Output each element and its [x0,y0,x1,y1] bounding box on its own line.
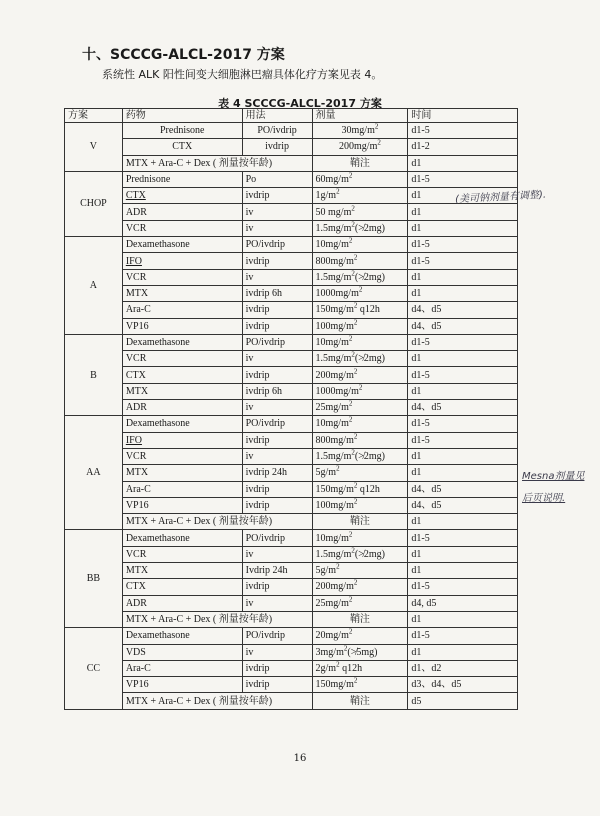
time-cell: d1 [408,220,518,236]
usage-cell: Po [242,171,312,187]
dose-cell [312,628,408,644]
table-row [65,644,518,660]
usage-cell: iv [242,448,312,464]
intrathecal-drug-cell: MTX + Ara-C + Dex ( 剂量按年龄) [122,155,312,171]
dose-unit-power: 2 [351,269,355,278]
table-row [65,546,518,562]
time-cell: d4、d5 [408,497,518,513]
dose-cell [312,530,408,546]
drug-cell: CTX [122,367,242,383]
dose-cell [312,285,408,301]
dose-cell [312,123,408,139]
time-cell: d3、d4、d5 [408,677,518,693]
dose-cell [312,237,408,253]
dose-frequency: q12h [357,483,380,495]
table-caption: 表 4 SCCCG-ALCL-2017 方案 [218,97,382,110]
handwritten-note-line: Mesna剂量见 [522,471,585,482]
table-row [65,123,518,139]
drug-cell: Dexamethasone [122,530,242,546]
dose-cell [312,546,408,562]
dose-limit: (≯2mg) [354,222,385,234]
dose-cell [312,383,408,399]
dose-cell [312,302,408,318]
group-AA [65,416,518,530]
drug-cell: ADR [122,400,242,416]
drug-cell: Dexamethasone [122,334,242,350]
time-cell: d1 [408,383,518,399]
dose-cell [312,448,408,464]
dose-value: 1.5mg/m [315,222,352,234]
dose-value: 1g/m [315,190,337,202]
scheme-cell: CC [65,628,123,709]
group-BB [65,530,518,628]
dose-cell [312,334,408,350]
drug-name: CTX [125,190,146,202]
dose-cell [312,318,408,334]
table-row-intrathecal [65,611,518,627]
time-cell: d1 [408,204,518,220]
dose-unit-power: 2 [358,383,363,392]
drug-cell: VP16 [122,497,242,513]
time-cell: d1、d2 [408,660,518,676]
table-row [65,416,518,432]
header-time: 时间 [408,109,518,123]
page-number: 16 [293,753,307,764]
dose-value: 1.5mg/m [315,548,352,560]
table-row [65,204,518,220]
table-row [65,465,518,481]
dose-cell [312,416,408,432]
scheme-cell: B [65,334,123,415]
time-cell: d1 [408,611,518,627]
dose-limit: (≯5mg) [347,646,378,658]
dose-limit: (≯2mg) [354,548,385,560]
time-cell: d4, d5 [408,595,518,611]
dose-cell [312,367,408,383]
drug-cell: Ara-C [122,481,242,497]
time-cell: d4、d5 [408,318,518,334]
dose-unit-power: 2 [343,644,348,653]
dose-value: 3mg/m [315,646,344,658]
header-drug: 药物 [122,109,242,123]
dose-cell [312,497,408,513]
usage-cell: PO/ivdrip [242,334,312,350]
dose-unit-power: 2 [353,481,358,490]
intro-text: 系统性 ALK 阳性间变大细胞淋巴瘤具体化疗方案见表 4。 [102,68,383,81]
usage-cell: iv [242,269,312,285]
dose-unit-power: 2 [353,253,358,262]
table-row [65,139,518,155]
scheme-cell: BB [65,530,123,628]
drug-cell: VDS [122,644,242,660]
dose-value: 1000mg/m [315,288,359,300]
table-row [65,432,518,448]
usage-cell: iv [242,644,312,660]
dose-value: 10mg/m [315,532,349,544]
table-row [65,400,518,416]
drug-cell: VP16 [122,318,242,334]
time-cell: d1 [408,448,518,464]
drug-cell: ADR [122,204,242,220]
dose-unit-power: 2 [353,367,358,376]
drug-cell: CTX [122,139,242,155]
dose-cell [312,432,408,448]
time-cell: d1 [408,563,518,579]
dose-cell [312,579,408,595]
dose-value: 2g/m [315,662,337,674]
usage-cell: iv [242,595,312,611]
usage-cell: ivdrip [242,302,312,318]
regimen-table [64,108,518,710]
dose-cell [312,139,408,155]
usage-cell: PO/ivdrip [242,628,312,644]
dose-unit-power: 2 [348,334,353,343]
dose-value: 1.5mg/m [315,271,352,283]
dose-unit-power: 2 [348,595,353,604]
dose-unit-power: 2 [348,628,353,637]
table-row [65,237,518,253]
time-cell: d1-5 [408,628,518,644]
drug-name: IFO [125,434,142,446]
dose-cell [312,481,408,497]
drug-cell: VCR [122,220,242,236]
dose-unit-power: 2 [348,530,353,539]
usage-cell: iv [242,400,312,416]
dose-unit-power: 2 [358,285,363,294]
scheme-cell: AA [65,416,123,530]
drug-cell: Ara-C [122,302,242,318]
usage-cell: ivdrip [242,318,312,334]
usage-cell: ivdrip [242,481,312,497]
table-row [65,285,518,301]
table-row [65,595,518,611]
dose-cell [312,644,408,660]
handwritten-note-ctx: (美司钠剂量有调整). [454,189,547,206]
dose-value: 60mg/m [315,174,349,186]
dose-unit-power: 2 [336,562,340,571]
dose-value: 200mg/m [339,141,378,153]
scheme-cell: CHOP [65,171,123,236]
table-row [65,220,518,236]
usage-cell: ivdrip 6h [242,285,312,301]
dose-value: 800mg/m [315,434,354,446]
dose-value: 150mg/m [315,679,354,691]
scheme-cell: A [65,237,123,335]
header-usage: 用法 [242,109,312,123]
table-row [65,628,518,644]
drug-cell: VCR [122,546,242,562]
dose-value: 30mg/m [341,125,375,137]
table-row [65,481,518,497]
dose-value: 100mg/m [315,320,354,332]
dose-unit-power: 2 [353,497,358,506]
usage-cell: PO/ivdrip [242,530,312,546]
table-row [65,660,518,676]
dose-unit-power: 2 [348,399,353,408]
dose-value: 25mg/m [315,402,349,414]
dose-value: 10mg/m [315,337,349,348]
dose-unit-power: 2 [374,122,379,131]
section-heading: 十、SCCCG-ALCL-2017 方案 [82,47,285,63]
usage-cell: ivdrip [242,579,312,595]
time-cell: d1-5 [408,237,518,253]
drug-name: IFO [125,255,142,267]
intrathecal-drug-cell: MTX + Ara-C + Dex ( 剂量按年龄) [122,514,312,530]
dose-unit-power: 2 [353,432,358,441]
dose-frequency: q12h [339,662,363,674]
drug-cell: Ara-C [122,660,242,676]
usage-cell: Ivdrip 24h [242,563,312,579]
time-cell: d1-5 [408,334,518,350]
group-V [65,123,518,172]
dose-unit-power: 2 [348,171,353,180]
time-cell: d1-2 [408,139,518,155]
dose-frequency: q12h [357,304,380,316]
time-cell: d1 [408,514,518,530]
intrathecal-drug-cell: MTX + Ara-C + Dex ( 剂量按年龄) [122,693,312,709]
dose-unit-power: 2 [348,416,353,425]
drug-cell [122,432,242,448]
table-row [65,579,518,595]
usage-cell: iv [242,351,312,367]
dose-value: 25mg/m [315,597,349,609]
dose-cell [312,188,408,204]
time-cell: d1 [408,465,518,481]
drug-cell [122,188,242,204]
time-cell: d1 [408,188,518,204]
time-cell: d1-5 [408,579,518,595]
time-cell: d1-5 [408,530,518,546]
dose-unit-power: 2 [353,579,358,588]
drug-cell: ADR [122,595,242,611]
drug-cell [122,253,242,269]
table-row [65,383,518,399]
time-cell: d1 [408,155,518,171]
drug-cell: Dexamethasone [122,416,242,432]
table-row [65,448,518,464]
group-A [65,237,518,335]
table-row [65,563,518,579]
handwritten-note-mesna [522,466,592,510]
scheme-cell: V [65,123,123,172]
intrathecal-drug-cell: MTX + Ara-C + Dex ( 剂量按年龄) [122,611,312,627]
usage-cell: ivdrip [242,497,312,513]
usage-cell: ivdrip [242,253,312,269]
group-CHOP [65,171,518,236]
drug-cell: MTX [122,285,242,301]
dose-cell [312,171,408,187]
time-cell: d1 [408,546,518,562]
usage-cell: iv [242,546,312,562]
time-cell: d1-5 [408,432,518,448]
dose-cell [312,660,408,676]
usage-cell: ivdrip 6h [242,383,312,399]
dose-unit-power: 2 [351,220,355,229]
usage-cell: PO/ivdrip [242,416,312,432]
table-row-intrathecal [65,514,518,530]
time-cell: d4、d5 [408,400,518,416]
drug-cell: Dexamethasone [122,628,242,644]
time-cell: d1-5 [408,416,518,432]
dose-unit-power: 2 [336,188,340,196]
dose-value: 10mg/m [315,239,349,251]
usage-cell: ivdrip [242,139,312,155]
dose-value: 20mg/m [315,630,349,642]
dose-unit-power: 2 [351,350,355,359]
table-row [65,302,518,318]
dose-cell [312,269,408,285]
time-cell: d1-5 [408,367,518,383]
time-cell: d1 [408,285,518,301]
dose-cell [312,595,408,611]
drug-cell: MTX [122,465,242,481]
table-header-row [65,109,518,123]
usage-cell: ivdrip [242,188,312,204]
drug-cell: MTX [122,383,242,399]
dose-cell [312,204,408,220]
dose-cell [312,400,408,416]
time-cell: d5 [408,693,518,709]
table-row-intrathecal [65,155,518,171]
time-cell: d1 [408,644,518,660]
dose-cell [312,351,408,367]
drug-cell: Prednisone [122,171,242,187]
drug-cell: CTX [122,579,242,595]
time-cell: d4、d5 [408,481,518,497]
dose-value: 200mg/m [315,369,354,381]
usage-cell: ivdrip [242,660,312,676]
table-row [65,188,518,204]
dose-value: 100mg/m [315,499,354,511]
dose-cell [312,465,408,481]
table-row [65,351,518,367]
table-row [65,318,518,334]
dose-cell [312,253,408,269]
dose-limit: (≯2mg) [354,353,385,365]
dose-unit-power: 2 [336,660,340,669]
usage-cell: iv [242,220,312,236]
dose-unit-power: 2 [353,302,358,311]
drug-cell: Prednisone [122,123,242,139]
usage-cell: ivdrip [242,677,312,693]
intrathecal-usage-cell: 鞘注 [312,514,408,530]
dose-cell [312,677,408,693]
intrathecal-usage-cell: 鞘注 [312,693,408,709]
time-cell: d1 [408,351,518,367]
dose-value: 5g/m [315,467,337,479]
table-row [65,530,518,546]
dose-value: 50 mg/m [315,206,352,218]
dose-value: 1.5mg/m [315,451,352,463]
dose-value: 800mg/m [315,255,354,267]
handwritten-note-line: 后页说明. [522,493,566,504]
usage-cell: ivdrip 24h [242,465,312,481]
drug-cell: Dexamethasone [122,237,242,253]
dose-limit: (≯2mg) [354,451,385,463]
dose-unit-power: 2 [353,676,358,685]
dose-unit-power: 2 [377,139,381,148]
intrathecal-usage-cell: 鞘注 [312,611,408,627]
dose-value: 10mg/m [315,418,349,430]
time-cell: d1-5 [408,253,518,269]
dose-unit-power: 2 [351,448,355,457]
drug-cell: MTX [122,563,242,579]
dose-value: 150mg/m [315,483,354,495]
dose-unit-power: 2 [353,318,358,327]
dose-value: 1000mg/m [315,385,359,397]
dose-unit-power: 2 [336,465,340,474]
dose-limit: (≯2mg) [354,271,385,283]
drug-cell: VCR [122,351,242,367]
usage-cell: ivdrip [242,432,312,448]
time-cell: d4、d5 [408,302,518,318]
usage-cell: PO/ivdrip [242,237,312,253]
dose-cell [312,220,408,236]
intrathecal-usage-cell: 鞘注 [312,155,408,171]
table-row [65,269,518,285]
dose-value: 150mg/m [315,304,354,316]
time-cell: d1 [408,269,518,285]
header-scheme: 方案 [65,109,123,123]
time-cell: d1-5 [408,171,518,187]
header-dose: 剂量 [312,109,408,123]
drug-cell: VCR [122,269,242,285]
group-CC [65,628,518,709]
table-row [65,677,518,693]
dose-unit-power: 2 [351,204,355,213]
drug-cell: VP16 [122,677,242,693]
dose-value: 1.5mg/m [315,353,352,365]
group-B [65,334,518,415]
dose-value: 5g/m [315,565,337,577]
drug-cell: VCR [122,448,242,464]
table-row [65,253,518,269]
table-row [65,367,518,383]
dose-value: 200mg/m [315,581,354,593]
table-row [65,497,518,513]
table-row-intrathecal [65,693,518,709]
time-cell: d1-5 [408,123,518,139]
dose-unit-power: 2 [351,546,355,555]
usage-cell: PO/ivdrip [242,123,312,139]
dose-unit-power: 2 [348,236,353,245]
table-row [65,334,518,350]
dose-cell [312,563,408,579]
usage-cell: ivdrip [242,367,312,383]
usage-cell: iv [242,204,312,220]
table-row [65,171,518,187]
